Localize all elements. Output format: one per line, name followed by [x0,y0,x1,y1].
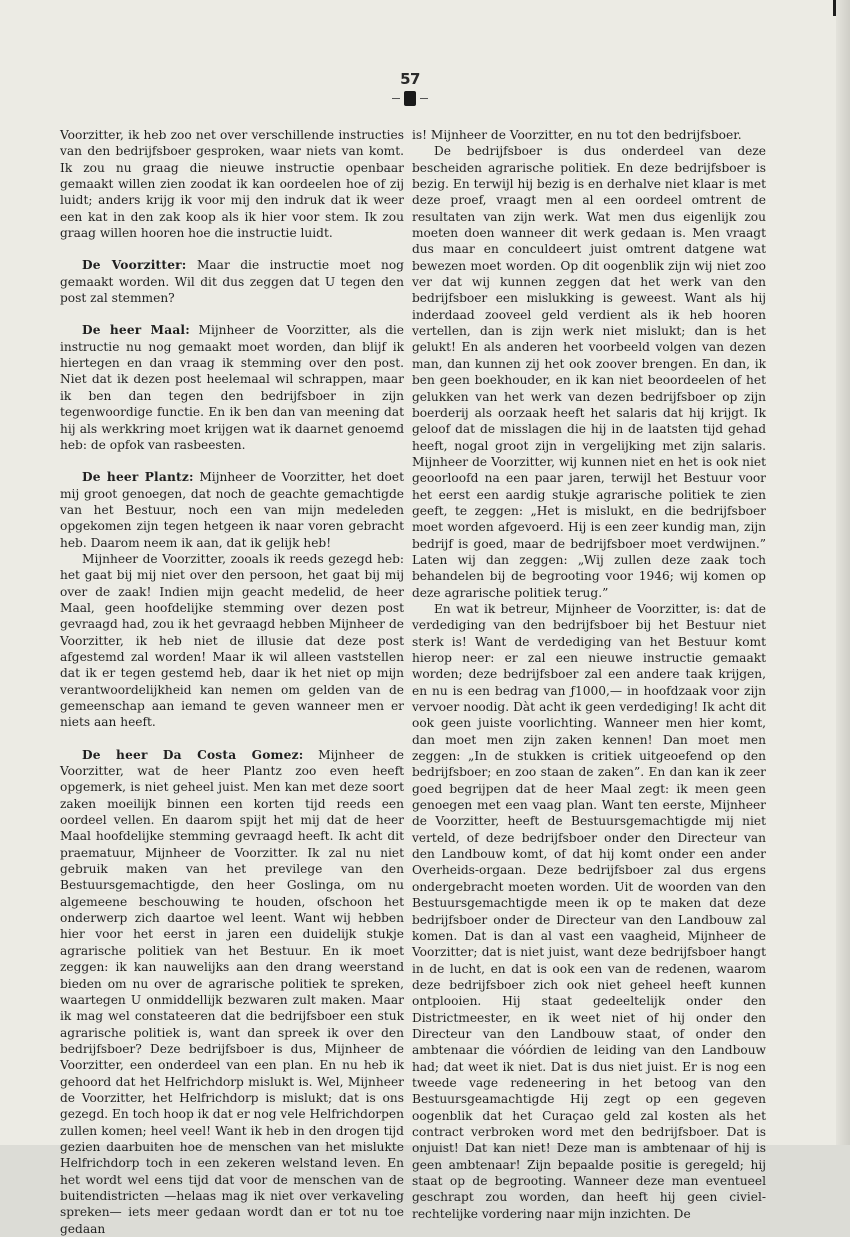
speaker-name: De Voorzitter: [82,258,187,273]
paragraph: De Voorzitter: Maar die instructie moet nog gemaakt worden. Wil dit dus zeggen dat U tegen den post zal stemmen? [60,258,404,306]
page-ornament [370,90,450,106]
ornament-block [404,91,416,106]
paragraph: En wat ik betreur, Mijnheer de Voorzitter, is: dat de verdediging van den bedrijfsboer bij het Bestuur niet sterk is! Want de verdediging van het Bestuur komt hierop neer: er zal een nieuwe instructie gemaakt worden; deze bedrijfsboer zal een andere taak krijgen, en nu is een bedrag van ƒ1000,— in hoofdzaak voor zijn vervoer noodig. Dàt acht ik geen verdediging! Ik acht dit ook geen juiste voorlichting. Wanneer men hier komt, dan moet men zijn zaken kennen! Dan moet men zeggen: „In de stukken is critiek uitgeoefend op den bedrijfsboer; en zoo staan de zaken”. En dan kan ik zeer goed begrijpen dat de heer Maal zegt: ik meen geen genoegen met een vaag plan. Want ten eerste, Mijnheer de Voorzitter, heeft de Bestuursgemachtigde mij niet verteld, of deze bedrijfsboer onder den Directeur van den Landbouw komt, of dat hij komt onder een ander Overheids-orgaan. Deze bedrijfsboer zal dus ergens ondergebracht moeten worden. Uit de woorden van den Bestuursgemachtigde meen ik op te maken dat deze bedrijfsboer onder de Directeur van den Landbouw zal komen. Dat is dan al vast een vaagheid, Mijnheer de Voorzitter; dat is niet juist, want deze bedrijfsboer hangt in de lucht, en dat is ook een van de redenen, waarom deze bedrijfsboer zich ook niet geheel heeft kunnen ontplooien. Hij staat gedeeltelijk onder den Districtmeester, en ik weet niet of hij onder den Directeur van den Landbouw staat, of onder den ambtenaar die vóórdien de leiding van den Landbouw had; dat weet ik niet. Dat is dus niet juist. Er is nog een tweede vage redeneering in het betoog van den Bestuursgeamachtigde Hij zegt op een gegeven oogenblik dat het Curaçao geld zal kosten als het contract verbroken word met den bedrijfsboer. Dat is onjuist! Dat kan niet! Deze man is ambtenaar of hij is geen ambtenaar! Zijn bepaalde positie is geregeld; hij staat op de begrooting. Wanneer deze man eventueel geschrapt zou worden, dan heeft hij geen civiel-rechtelijke vordering naar mijn inzichten. De [412,601,766,1221]
page-edge-shadow [836,0,850,1145]
page-number: 57 [400,70,420,88]
paragraph: Mijnheer de Voorzitter, zooals ik reeds gezegd heb: het gaat bij mij niet over den persoon, het gaat bij mij over de zaak! Indien mijn geacht medelid, de heer Maal, geen hoofdelijke stemming over dezen post gevraagd had, zou ik het gevraagd hebben Mijnheer de Voorzitter, ik heb niet de illusie dat deze post afgestemd zal worden! Maar ik wil alleen vaststellen dat ik er tegen gestemd heb, daar ik het niet op mijn verantwoordelijkheid kan nemen om gelden van de gemeenschap aan iemand te geven wanneer men er niets aan heeft. [60,551,404,730]
speaker-name: De heer Da Costa Gomez: [82,747,304,762]
ornament-dash-left [392,98,400,99]
speaker-name: De heer Plantz: [82,470,194,485]
left-column [60,127,404,1237]
paragraph: Voorzitter, ik heb zoo net over verschillende instructies van den bedrijfsboer gesproken, waar niets van komt. Ik zou nu graag die nieuwe instructie openbaar gemaakt willen zien zoodat ik kan oordeelen hoe of zij luidt; anders krijg ik voor mij den indruk dat ik weer een kat in den zak koop als ik hier voor stem. Ik zou graag willen hooren hoe die instructie luidt. [60,128,404,241]
paragraph: De bedrijfsboer is dus onderdeel van deze bescheiden agrarische politiek. En deze bedrijfsboer is bezig. En terwijl hij bezig is en derhalve niet klaar is met deze proef, vraagt men al een oordeel omtrent de resultaten van zijn werk. Wat men dus eigenlijk zou moeten doen wanneer dit werk gedaan is. Men vraagt dus maar en conculdeert juist omtrent datgene wat bewezen moet worden. Op dit oogenblik zijn wij niet zoo ver dat wij kunnen zeggen dat het werk van den bedrijfsboer een mislukking is geweest. Want als hij inderdaad zooveel geld verdient als ik heb hooren vertellen, dan is zijn werk niet mislukt; dan is het gelukt! En als anderen het voorbeeld volgen van dezen man, dan kunnen zij het ook zoover brengen. En dan, ik ben geen boekhouder, en ik kan niet beoordeelen of het gelukken van het werk van dezen bedrijfsboer op zijn boerderij als oorzaak heeft het salaris dat hij krijgt. Ik geloof dat de misslagen die hij in de laatsten tijd gehad heeft, nogal groot zijn in vergelijking met zijn salaris. Mijnheer de Voorzitter, wij kunnen niet en het is ook niet geoorloofd na een paar jaren, terwijl het Bestuur voor het eerst een aardig stukje agrarische politiek te zien geeft, te zeggen: „Het is mislukt, en die bedrijfsboer moet worden afgevoerd. Hij is een zeer kundig man, zijn bedrijf is goed, maar de bedrijfsboer moet verdwijnen.” Laten wij dan zeggen: „Wij zullen deze zaak toch behandelen bij de begrooting voor 1946; wij komen op deze agrarische politiek terug.” [412,144,766,600]
corner-mark [833,0,836,16]
speaker-name: De heer Maal: [82,323,190,338]
ornament-dash-right [420,98,428,99]
paragraph: De heer Da Costa Gomez: Mijnheer de Voorzitter, wat de heer Plantz zoo even heeft opgemerk, is niet geheel juist. Men kan met deze soort zaken moeilijk binnen een korten tijd reeds een oordeel vellen. En daarom spijt het mij dat de heer Maal hoofdelijke stemming gevraagd heeft. Ik acht dit praematuur, Mijnheer de Voorzitter. Ik zal nu niet gebruik maken van het previlege van den Bestuursgemachtigde, den heer Goslinga, om nu algemeene beschouwing te houden, ofschoon het onderwerp zich daartoe wel leent. Want wij hebben hier voor het eerst in jaren een duidelijk stukje agrarische politiek van het Bestuur. En ik moet zeggen: ik kan nauwelijks aan den drang weerstand bieden om nu over de agrarische politiek te spreken, waartegen U onmiddellijk bezwaren zult maken. Maar ik mag wel constateeren dat die bedrijfsboer een stuk agrarische politiek is, want dan spreek ik over den bedrijfsboer? Deze bedrijfsboer is dus, Mijnheer de Voorzitter, een onderdeel van een plan. En nu heb ik gehoord dat het Helfrichdorp mislukt is. Wel, Mijnheer de Voorzitter, het Helfrichdorp is mislukt; dat is ons gezegd. En toch hoop ik dat er nog vele Helfrichdorpen zullen komen; heel veel! Want ik heb in den drogen tijd gezien daarbuiten hoe de menschen van het mislukte Helfrichdorp toch in een zekeren welstand leven. En het wordt wel eens tijd dat voor de menschen van de buitendistricten —helaas mag ik niet over verkaveling spreken— iets meer gedaan wordt dan er tot nu toe gedaan [60,747,404,1236]
paragraph: De heer Maal: Mijnheer de Voorzitter, als die instructie nu nog gemaakt moet worden, dan blijf ik hiertegen en dan vraag ik stemming over den post. Niet dat ik dezen post heelemaal wil schrappen, maar ik ben dan tegen den bedrijfsboer in zijn tegenwoordige functie. En ik ben dan van meening dat hij als werkkring moet krijgen wat ik daarnet genoemd heb: de opfok van rasbeesten. [60,323,404,452]
page-header [370,70,450,120]
right-column [412,127,766,1222]
paragraph: De heer Plantz: Mijnheer de Voorzitter, het doet mij groot genoegen, dat noch de geachte gemachtigde van het Bestuur, noch een van mijn medeleden opgekomen zijn tegen hetgeen ik naar voren gebracht heb. Daarom neem ik aan, dat ik gelijk heb! [60,470,404,550]
paragraph: is! Mijnheer de Voorzitter, en nu tot den bedrijfsboer. [412,128,742,142]
